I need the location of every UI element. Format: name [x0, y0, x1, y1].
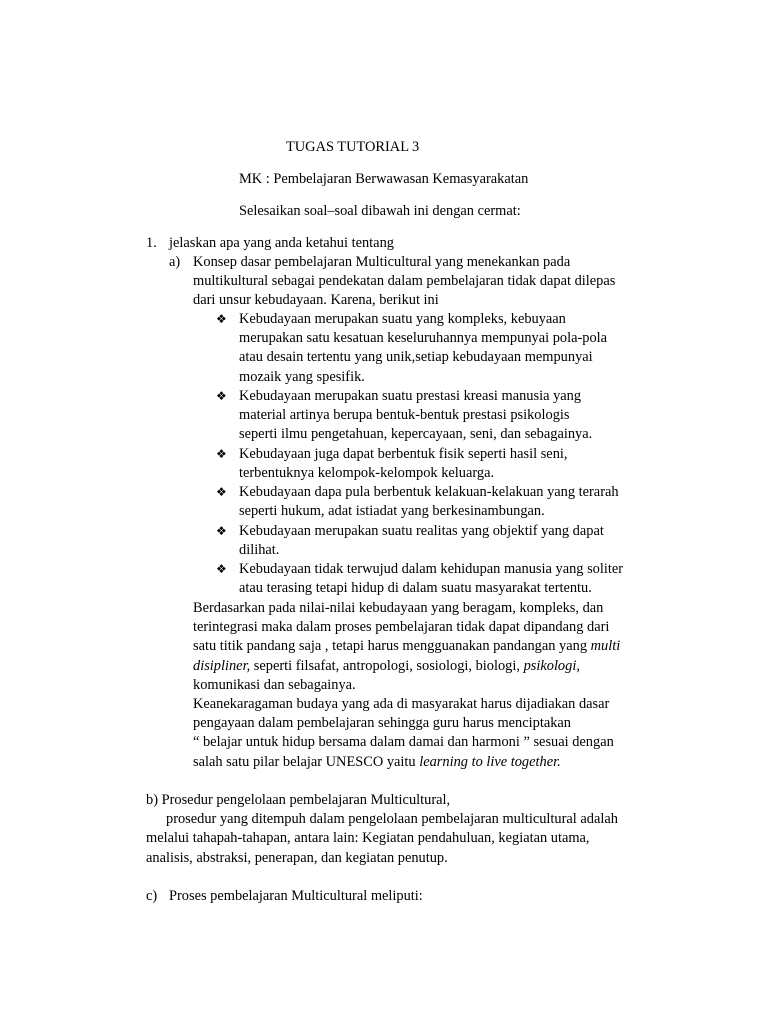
bullet-line: mozaik yang spesifik. [239, 368, 365, 385]
item-a-marker: a) [169, 254, 181, 270]
italic-run: psikologi [523, 657, 577, 674]
section-c-marker: c) [146, 888, 158, 904]
text-run: seperti filsafat, antropologi, sosiologi, biologi, [250, 657, 524, 674]
paragraph-line: pengayaan dalam pembelajaran sehingga guru harus menciptakan [193, 715, 572, 732]
bullet-line: material artinya berupa bentuk-bentuk prestasi psikologis [239, 407, 570, 424]
section-b-line: analisis, abstraksi, penerapan, dan kegiatan penutup. [146, 850, 448, 866]
bullet-line: terbentuknya kelompok-kelompok keluarga. [239, 465, 495, 482]
bullet-text [239, 560, 623, 598]
text-run: satu titik pandang saja , tetapi harus mengguanakan pandangan yang [193, 638, 591, 655]
bullet-line: merupakan satu kesatuan keseluruhannya mempunyai pola-pola [239, 330, 608, 347]
item-a-line: dari unsur kebudayaan. Karena, berikut ini [193, 292, 439, 309]
italic-run: multi [590, 638, 621, 655]
bullet-line: Kebudayaan merupakan suatu yang kompleks, kebuyaan [239, 311, 566, 327]
instruction: Selesaikan soal–soal dibawah ini dengan cermat: [239, 203, 521, 219]
paragraph-line: “ belajar untuk hidup bersama dalam damai dan harmoni ” sesuai dengan [193, 734, 614, 751]
course-name: MK : Pembelajaran Berwawasan Kemasyarakatan [239, 171, 529, 187]
item-a-line: Konsep dasar pembelajaran Multicultural yang menekankan pada [193, 254, 571, 270]
bullet-text [239, 387, 592, 445]
bullet-text [239, 483, 619, 521]
bullet-line: atau terasing tetapi hidup di dalam suatu masyarakat tertentu. [239, 580, 592, 597]
section-b-heading: b) Prosedur pengelolaan pembelajaran Multicultural, [146, 792, 451, 808]
text-run: , [576, 657, 580, 674]
section-c-heading: Proses pembelajaran Multicultural meliputi: [169, 888, 423, 904]
paragraph-line [193, 657, 620, 676]
diamond-bullet-icon: ❖ [216, 485, 227, 499]
bullet-text [239, 522, 604, 560]
paragraph-line: terintegrasi maka dalam proses pembelajaran tidak dapat dipandang dari [193, 619, 610, 636]
bullet-line: Kebudayaan merupakan suatu realitas yang objektif yang dapat [239, 523, 604, 539]
paragraph-multidisciplinary [193, 599, 620, 695]
text-run: salah satu pilar belajar UNESCO yaitu [193, 753, 420, 770]
bullet-line: Kebudayaan merupakan suatu prestasi kreasi manusia yang [239, 388, 582, 404]
paragraph-line: Berdasarkan pada nilai-nilai kebudayaan yang beragam, kompleks, dan [193, 600, 604, 616]
diamond-bullet-icon: ❖ [216, 524, 227, 538]
paragraph-diversity [193, 695, 614, 772]
diamond-bullet-icon: ❖ [216, 447, 227, 461]
item-a-paragraph [193, 253, 615, 311]
italic-run: learning to live together. [419, 753, 561, 770]
bullet-line: Kebudayaan dapa pula berbentuk kelakuan-kelakuan yang terarah [239, 484, 619, 500]
section-b-line: melalui tahapah-tahapan, antara lain: Kegiatan pendahuluan, kegiatan utama, [146, 830, 590, 846]
bullet-line: seperti ilmu pengetahuan, kepercayaan, seni, dan sebagainya. [239, 426, 593, 443]
bullet-text [239, 310, 607, 387]
document-title: TUGAS TUTORIAL 3 [286, 139, 420, 155]
bullet-line: Kebudayaan tidak terwujud dalam kehidupan manusia yang soliter [239, 561, 624, 577]
diamond-bullet-icon: ❖ [216, 389, 227, 403]
paragraph-line [193, 637, 620, 656]
italic-run: disipliner, [193, 657, 251, 674]
bullet-text [239, 445, 567, 483]
bullet-line: dilihat. [239, 542, 280, 559]
diamond-bullet-icon: ❖ [216, 312, 227, 326]
paragraph-line: Keanekaragaman budaya yang ada di masyarakat harus dijadiakan dasar [193, 696, 610, 712]
item-a-line: multikultural sebagai pendekatan dalam pembelajaran tidak dapat dilepas [193, 273, 616, 290]
paragraph-line [193, 753, 614, 772]
section-b-line: prosedur yang ditempuh dalam pengelolaan pembelajaran multicultural adalah [166, 811, 618, 827]
bullet-line: atau desain tertentu yang unik,setiap kebudayaan mempunyai [239, 349, 593, 366]
question-number: 1. [146, 235, 157, 251]
bullet-line: Kebudayaan juga dapat berbentuk fisik seperti hasil seni, [239, 446, 568, 462]
diamond-bullet-icon: ❖ [216, 562, 227, 576]
paragraph-line: komunikasi dan sebagainya. [193, 676, 356, 693]
question-text: jelaskan apa yang anda ketahui tentang [169, 235, 394, 251]
bullet-line: seperti hukum, adat istiadat yang berkesinambungan. [239, 503, 545, 520]
